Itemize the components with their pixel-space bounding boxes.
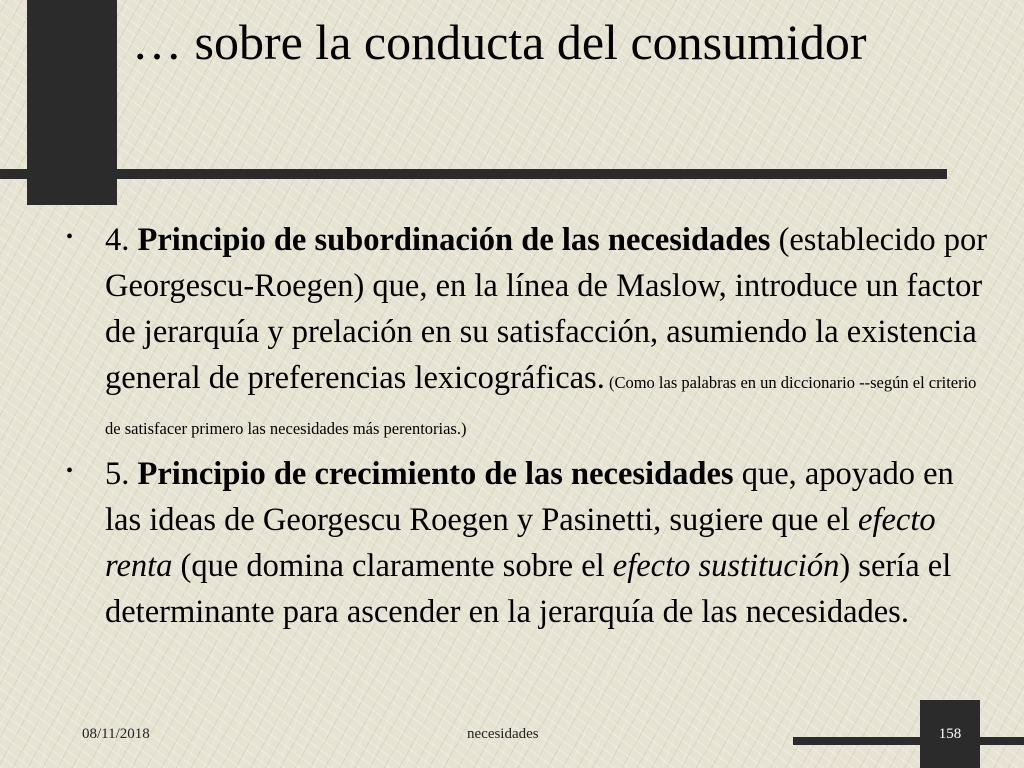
slide-title: … sobre la conducta del consumidor [132,14,867,70]
decorative-footer-line [793,737,1024,745]
bullet-text [105,217,992,447]
bullet-marker: • [66,226,74,248]
emphasis-efecto-renta: efecto renta [105,502,936,584]
bullet-body-part1: que, apoyado en las ideas de Georgescu Roegen y Pasinetti, sugiere que el [105,456,954,538]
footer-topic: necesidades [467,726,539,742]
bullet-item-4 [62,217,992,447]
emphasis-efecto-sustitucion: efecto sustitución [612,548,840,584]
bullet-body: (establecido por Georgescu-Roegen) que, en la línea de Maslow, introduce un factor de jerarquía y prelación en su satisfacción, asumiendo la existencia general de preferencias lexicográficas. [105,222,988,396]
bullet-note: (Como las palabras en un diccionario --según el criterio de satisfacer primero las necesidades más perentorias.) [105,373,977,438]
bullet-body-part3: ) sería el determinante para ascender en la jerarquía de las necesidades. [105,548,952,630]
bullet-list [62,217,992,635]
bullet-number: 4. [105,222,138,258]
bullet-number: 5. [105,456,138,492]
decorative-horizontal-bar [0,169,947,179]
bullet-text [105,451,992,635]
bullet-item-5 [62,451,992,635]
slide-number: 158 [938,726,962,742]
principle-name: Principio de crecimiento de las necesidades [137,456,734,492]
bullet-marker: • [66,460,74,482]
principle-name: Principio de subordinación de las necesidades [137,222,771,258]
footer-date: 08/11/2018 [82,726,150,742]
bullet-body-part2: (que domina claramente sobre el [172,548,613,584]
